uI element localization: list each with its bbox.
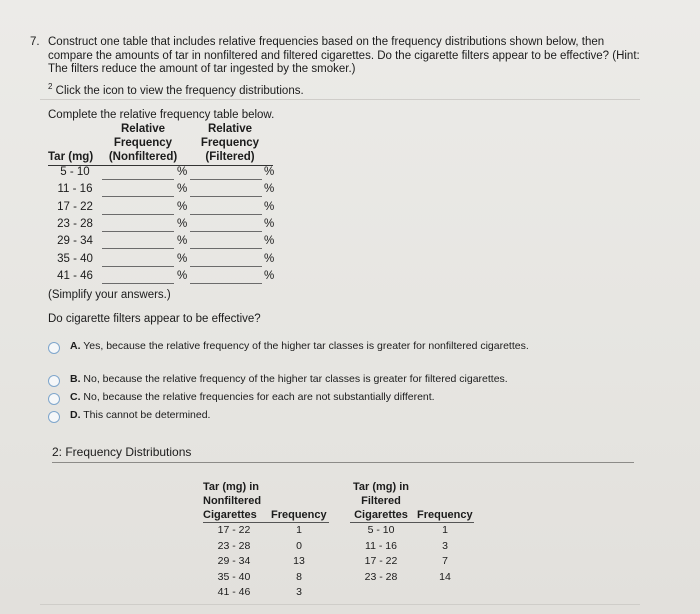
filtered-answer-input[interactable] <box>190 182 262 197</box>
radio-button[interactable] <box>48 375 60 387</box>
nonfiltered-tar-cell: 17 - 22 <box>217 524 251 536</box>
nonfiltered-tar-cell: 35 - 40 <box>217 570 251 583</box>
percent-sign: % <box>177 166 188 178</box>
percent-sign: % <box>264 183 275 196</box>
option-letter: C. <box>70 391 81 403</box>
filtered-answer-input[interactable] <box>190 234 262 249</box>
option-text: Yes, because the relative frequency of the higher tar classes is greater for nonfiltered cigarettes. <box>83 340 529 352</box>
nonfiltered-frequency-header: Frequency <box>271 509 327 521</box>
header-line: Tar (mg) in <box>352 481 409 493</box>
divider <box>40 99 640 100</box>
col-tar-header: Tar (mg) <box>48 151 94 163</box>
nonfiltered-answer-input[interactable] <box>102 182 174 197</box>
option-letter: A. <box>70 340 81 352</box>
percent-sign: % <box>264 252 275 265</box>
col-filtered-header <box>192 122 268 164</box>
option-text: This cannot be determined. <box>83 409 211 421</box>
filtered-header-underline <box>350 522 474 523</box>
nonfiltered-tar-cell: 29 - 34 <box>217 555 251 567</box>
percent-sign: % <box>264 269 275 282</box>
simplify-note: (Simplify your answers.) <box>48 289 171 301</box>
col-nonfiltered-header-line: (Nonfiltered) <box>108 151 178 163</box>
option-letter: B. <box>70 373 81 385</box>
header-line: Nonfiltered <box>203 495 262 507</box>
col-nonfiltered-header <box>108 122 178 164</box>
nonfiltered-answer-input[interactable] <box>102 165 174 180</box>
filtered-freq-cell: 7 <box>442 555 448 567</box>
percent-sign: % <box>177 252 188 265</box>
frequency-distributions-title: 2: Frequency Distributions <box>52 445 192 459</box>
header-line: Tar (mg) in <box>203 481 260 493</box>
question-number: 7. <box>30 36 40 48</box>
col-nonfiltered-header-line: Relative <box>120 123 166 135</box>
percent-sign: % <box>264 200 275 213</box>
tar-class-label: 23 - 28 <box>57 217 93 230</box>
percent-sign: % <box>264 166 275 178</box>
nonfiltered-freq-cell: 0 <box>296 539 302 552</box>
filtered-tar-cell: 11 - 16 <box>365 539 397 552</box>
nonfiltered-tar-cell: 41 - 46 <box>217 586 251 598</box>
nonfiltered-answer-input[interactable] <box>102 269 174 284</box>
col-nonfiltered-header-line: Frequency <box>113 137 173 149</box>
radio-button[interactable] <box>48 393 60 405</box>
filtered-answer-input[interactable] <box>190 217 262 232</box>
col-filtered-header-line: (Filtered) <box>205 151 255 163</box>
option-text: No, because the relative frequencies for each are not substantially different. <box>83 391 435 403</box>
table-intro: Complete the relative frequency table below. <box>48 109 275 121</box>
effective-question: Do cigarette filters appear to be effective? <box>48 313 261 325</box>
filtered-tar-header <box>350 480 412 522</box>
nonfiltered-answer-input[interactable] <box>102 200 174 215</box>
percent-sign: % <box>177 217 188 230</box>
nonfiltered-freq-cell: 8 <box>296 570 302 583</box>
divider <box>52 462 634 463</box>
nonfiltered-answer-input[interactable] <box>102 234 174 249</box>
tar-class-label: 11 - 16 <box>57 183 93 196</box>
filtered-tar-cell: 23 - 28 <box>364 570 398 583</box>
tar-class-label: 5 - 10 <box>60 166 90 178</box>
nonfiltered-answer-input[interactable] <box>102 217 174 232</box>
filtered-tar-cell: 5 - 10 <box>367 524 395 536</box>
nonfiltered-tar-header <box>203 480 261 522</box>
filtered-freq-cell: 14 <box>439 570 451 583</box>
hint-link[interactable]: Click the icon to view the frequency distributions. <box>55 84 304 97</box>
filtered-freq-cell: 1 <box>442 524 448 536</box>
header-line: Cigarettes <box>354 509 408 521</box>
percent-sign: % <box>264 217 275 230</box>
filtered-answer-input[interactable] <box>190 269 262 284</box>
tar-class-label: 29 - 34 <box>57 235 93 248</box>
tar-class-label: 17 - 22 <box>57 200 93 213</box>
filtered-freq-cell: 3 <box>442 539 448 552</box>
option-letter: D. <box>70 409 81 421</box>
col-filtered-header-line: Frequency <box>200 137 260 149</box>
filtered-answer-input[interactable] <box>190 165 262 180</box>
tar-class-label: 41 - 46 <box>57 269 93 282</box>
tar-class-label: 35 - 40 <box>57 252 93 265</box>
filtered-answer-input[interactable] <box>190 252 262 267</box>
percent-sign: % <box>177 269 188 282</box>
col-filtered-header-line: Relative <box>207 123 253 135</box>
question-text: Construct one table that includes relative frequencies based on the frequency distributions shown below, then compare the amounts of tar in nonfiltered and filtered cigarettes. Do the cigarette filters appear to be effective? (Hint: The filters reduce the amount of tar ingested by the smoker.) <box>48 36 640 75</box>
nonfiltered-header-underline <box>203 522 329 523</box>
filtered-tar-cell: 17 - 22 <box>364 555 398 567</box>
radio-button[interactable] <box>48 342 60 354</box>
percent-sign: % <box>177 200 188 213</box>
header-line: Cigarettes <box>203 509 257 521</box>
nonfiltered-answer-input[interactable] <box>102 252 174 267</box>
hint-superscript: 2 <box>48 82 53 91</box>
nonfiltered-freq-cell: 3 <box>296 586 302 598</box>
nonfiltered-freq-cell: 1 <box>296 524 302 536</box>
filtered-answer-input[interactable] <box>190 200 262 215</box>
filtered-frequency-header: Frequency <box>417 509 473 521</box>
nonfiltered-tar-cell: 23 - 28 <box>217 539 251 552</box>
header-line: Filtered <box>361 495 401 507</box>
option-text: No, because the relative frequency of the higher tar classes is greater for filtered cigarettes. <box>83 373 508 385</box>
hint-line[interactable] <box>48 82 304 97</box>
percent-sign: % <box>264 235 275 248</box>
percent-sign: % <box>177 183 188 196</box>
percent-sign: % <box>177 235 188 248</box>
radio-button[interactable] <box>48 411 60 423</box>
nonfiltered-freq-cell: 13 <box>293 555 305 567</box>
divider <box>40 604 640 605</box>
